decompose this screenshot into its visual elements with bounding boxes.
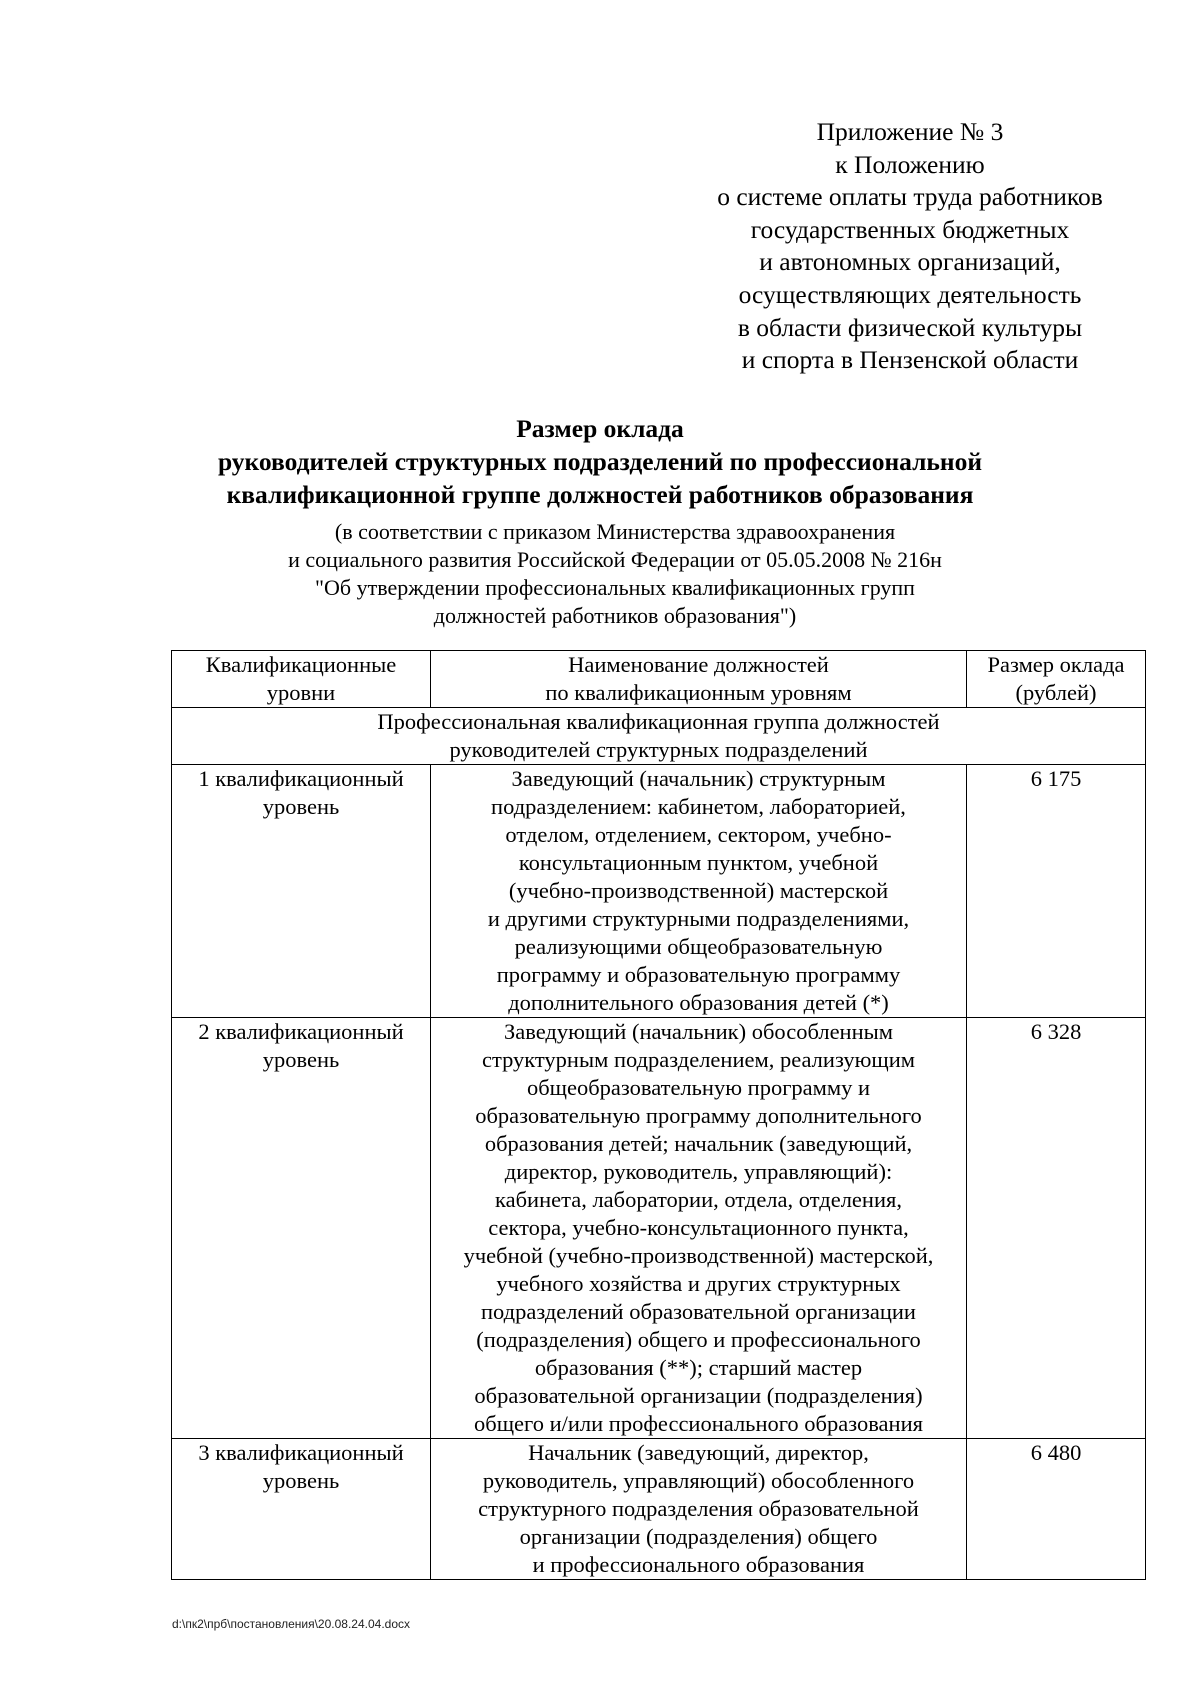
- header-levels: Квалификационные уровни: [172, 651, 431, 708]
- salary-cell: 6 480: [967, 1439, 1146, 1580]
- basis-line: (в соответствии с приказом Министерства здравоохранения: [334, 519, 896, 544]
- file-path-footer: d:\пк2\прб\постановления\20.08.24.04.docx: [172, 1617, 410, 1631]
- appendix-line: и автономных организаций,: [759, 247, 1061, 277]
- level-cell: 1 квалификационный уровень: [172, 765, 431, 1018]
- legal-basis: [250, 518, 980, 630]
- basis-line: должностей работников образования"): [433, 603, 797, 628]
- appendix-header: [690, 116, 1130, 377]
- basis-line: "Об утверждении профессиональных квалификационных групп: [315, 575, 915, 600]
- header-positions: Наименование должностей по квалификационным уровням: [431, 651, 967, 708]
- group-heading-cell: Профессиональная квалификационная группа должностей руководителей структурных подразделений: [172, 708, 1146, 765]
- salary-table: [171, 650, 1146, 1580]
- appendix-line: осуществляющих деятельность: [738, 279, 1082, 309]
- appendix-line: к Положению: [835, 149, 985, 179]
- table-row: [172, 765, 1146, 1018]
- appendix-line: государственных бюджетных: [750, 214, 1070, 244]
- table-row: [172, 1439, 1146, 1580]
- level-cell: 2 квалификационный уровень: [172, 1018, 431, 1439]
- document-title: [170, 412, 1030, 511]
- level-cell: 3 квалификационный уровень: [172, 1439, 431, 1580]
- title-line: квалификационной группе должностей работников образования: [226, 480, 974, 509]
- table-row: [172, 1018, 1146, 1439]
- group-heading-row: [172, 708, 1146, 765]
- positions-cell: Начальник (заведующий, директор, руководитель, управляющий) обособленного структурного подразделения образовательной организации (подразделения) общего и профессионального образования: [431, 1439, 967, 1580]
- appendix-line: и спорта в Пензенской области: [741, 345, 1079, 375]
- positions-cell: Заведующий (начальник) структурным подразделением: кабинетом, лабораторией, отделом, отделением, сектором, учебно- консультационным пунктом, учебной (учебно-производственной) мастерской и другими структурными подразделениями, реализующими общеобразовательную программу и образовательную программу дополнительного образования детей (*): [431, 765, 967, 1018]
- table-header-row: [172, 651, 1146, 708]
- title-line: руководителей структурных подразделений по профессиональной: [217, 447, 983, 476]
- salary-cell: 6 175: [967, 765, 1146, 1018]
- appendix-line: Приложение № 3: [816, 117, 1004, 146]
- title-line: Размер оклада: [516, 414, 684, 443]
- header-salary: Размер оклада (рублей): [967, 651, 1146, 708]
- positions-cell: Заведующий (начальник) обособленным структурным подразделением, реализующим общеобразовательную программу и образовательную программу дополнительного образования детей; начальник (заведующий, директор, руководитель, управляющий): кабинета, лаборатории, отдела, отделения, сектора, учебно-консультационного пункта, учебной (учебно-производственной) мастерской, учебного хозяйства и других структурных подразделений образовательной организации (подразделения) общего и профессионального образования (**); старший мастер образовательной организации (подразделения) общего и/или профессионального образования: [431, 1018, 967, 1439]
- salary-cell: 6 328: [967, 1018, 1146, 1439]
- appendix-line: в области физической культуры: [737, 312, 1083, 342]
- basis-line: и социального развития Российской Федерации от 05.05.2008 № 216н: [288, 547, 942, 572]
- appendix-line: о системе оплаты труда работников: [717, 182, 1103, 212]
